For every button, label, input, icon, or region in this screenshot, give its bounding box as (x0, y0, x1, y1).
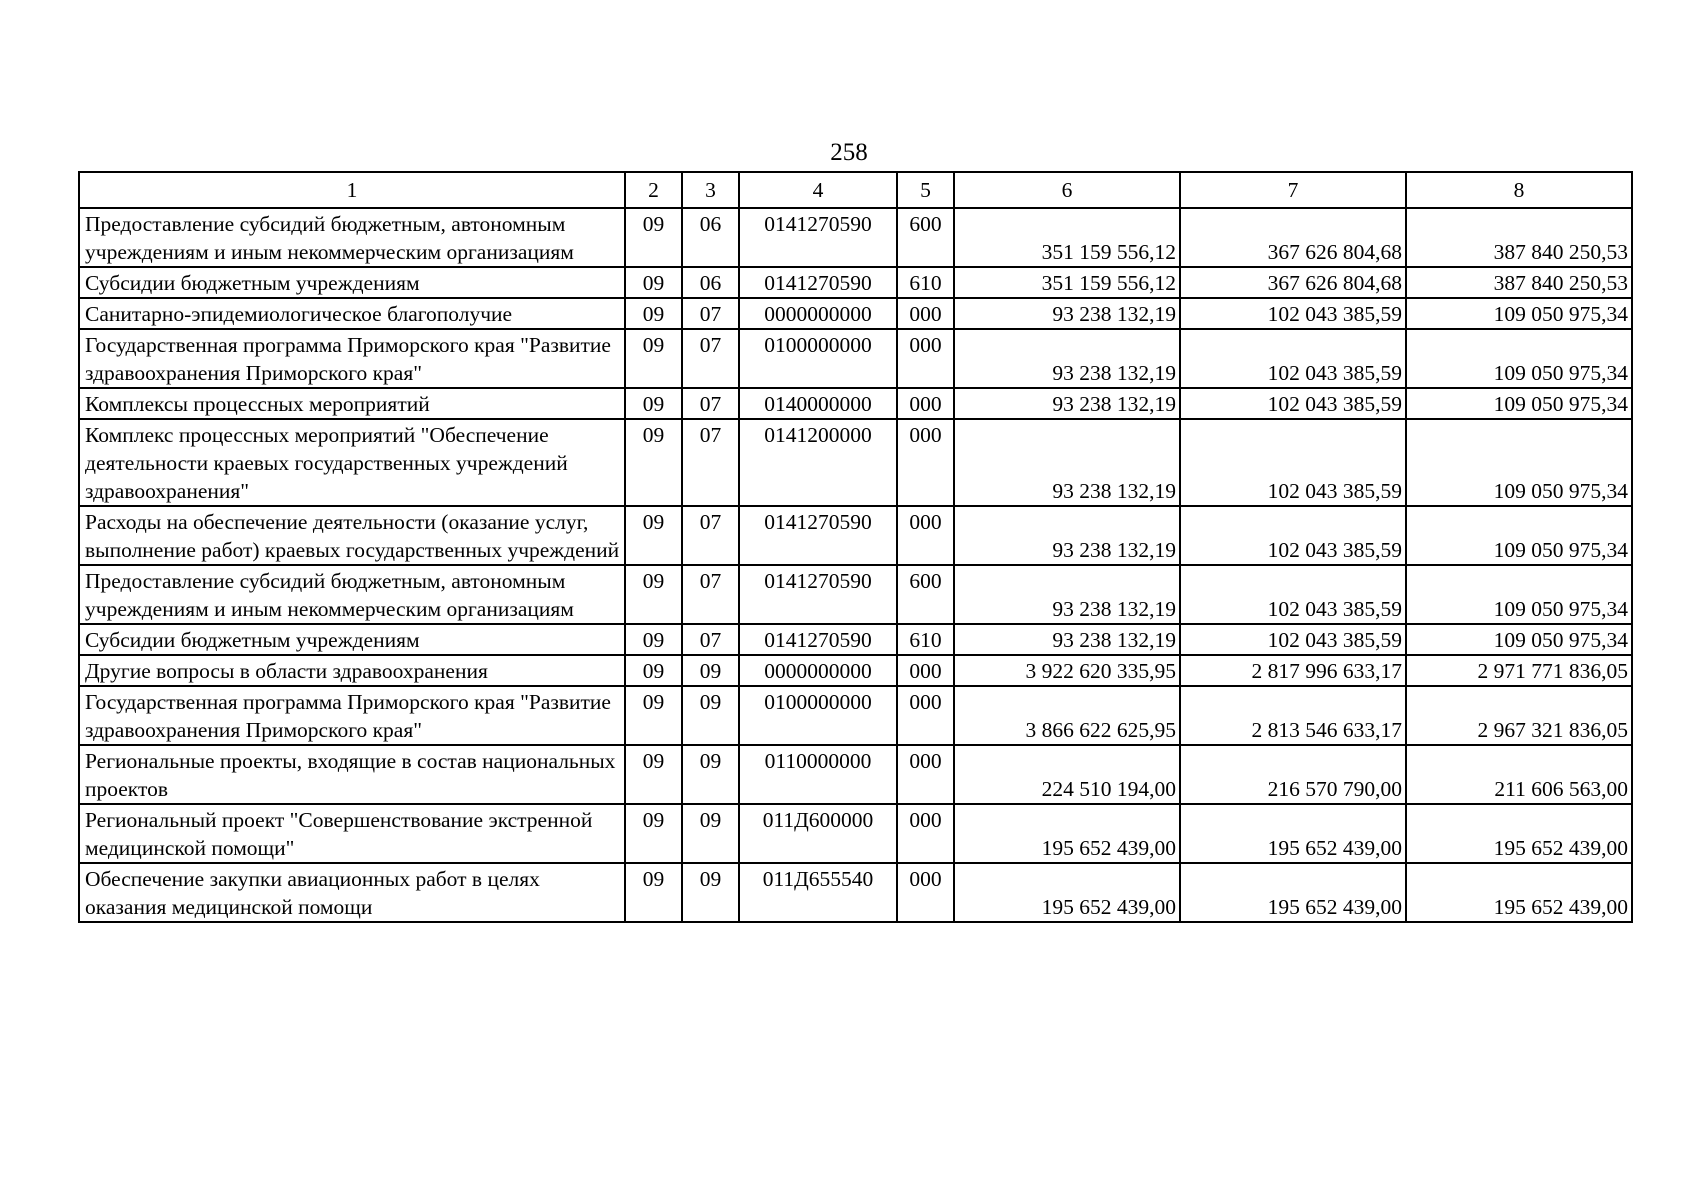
amount-col7: 367 626 804,68 (1180, 208, 1406, 267)
amount-col6: 93 238 132,19 (954, 298, 1180, 329)
amount-col6: 93 238 132,19 (954, 388, 1180, 419)
target-article-code: 0141270590 (739, 624, 897, 655)
table-row (79, 267, 1632, 298)
column-header: 4 (739, 172, 897, 208)
expense-type-code: 610 (897, 624, 954, 655)
column-header: 3 (682, 172, 739, 208)
table-row (79, 329, 1632, 388)
amount-col7: 102 043 385,59 (1180, 624, 1406, 655)
row-name: Комплекс процессных мероприятий "Обеспечение деятельности краевых государственных учреждений здравоохранения" (79, 419, 625, 506)
amount-col6: 224 510 194,00 (954, 745, 1180, 804)
expense-type-code: 000 (897, 506, 954, 565)
row-name: Другие вопросы в области здравоохранения (79, 655, 625, 686)
table-row (79, 419, 1632, 506)
expense-type-code: 000 (897, 863, 954, 922)
table-body (79, 208, 1632, 922)
expense-type-code: 000 (897, 298, 954, 329)
table-row (79, 745, 1632, 804)
section-code: 09 (625, 267, 682, 298)
amount-col7: 2 813 546 633,17 (1180, 686, 1406, 745)
amount-col8: 387 840 250,53 (1406, 267, 1632, 298)
amount-col8: 211 606 563,00 (1406, 745, 1632, 804)
amount-col6: 93 238 132,19 (954, 419, 1180, 506)
target-article-code: 0141200000 (739, 419, 897, 506)
target-article-code: 0141270590 (739, 208, 897, 267)
amount-col7: 102 043 385,59 (1180, 298, 1406, 329)
target-article-code: 0000000000 (739, 655, 897, 686)
amount-col7: 195 652 439,00 (1180, 804, 1406, 863)
row-name: Государственная программа Приморского края "Развитие здравоохранения Приморского края" (79, 686, 625, 745)
amount-col6: 351 159 556,12 (954, 267, 1180, 298)
table-row (79, 863, 1632, 922)
amount-col8: 109 050 975,34 (1406, 388, 1632, 419)
amount-col8: 387 840 250,53 (1406, 208, 1632, 267)
row-name: Предоставление субсидий бюджетным, автономным учреждениям и иным некоммерческим организациям (79, 208, 625, 267)
target-article-code: 0140000000 (739, 388, 897, 419)
section-code: 09 (625, 298, 682, 329)
expense-type-code: 610 (897, 267, 954, 298)
table-row (79, 506, 1632, 565)
amount-col6: 3 866 622 625,95 (954, 686, 1180, 745)
amount-col6: 3 922 620 335,95 (954, 655, 1180, 686)
target-article-code: 0000000000 (739, 298, 897, 329)
target-article-code: 0141270590 (739, 506, 897, 565)
column-header: 1 (79, 172, 625, 208)
subsection-code: 09 (682, 863, 739, 922)
column-header: 8 (1406, 172, 1632, 208)
page-number: 258 (830, 139, 868, 166)
amount-col7: 102 043 385,59 (1180, 329, 1406, 388)
row-name: Региональные проекты, входящие в состав национальных проектов (79, 745, 625, 804)
table-row (79, 565, 1632, 624)
amount-col8: 195 652 439,00 (1406, 863, 1632, 922)
amount-col8: 109 050 975,34 (1406, 298, 1632, 329)
section-code: 09 (625, 506, 682, 565)
amount-col6: 195 652 439,00 (954, 863, 1180, 922)
row-name: Субсидии бюджетным учреждениям (79, 267, 625, 298)
expense-type-code: 000 (897, 804, 954, 863)
subsection-code: 09 (682, 655, 739, 686)
expense-type-code: 000 (897, 745, 954, 804)
amount-col8: 109 050 975,34 (1406, 624, 1632, 655)
amount-col7: 195 652 439,00 (1180, 863, 1406, 922)
amount-col6: 195 652 439,00 (954, 804, 1180, 863)
table-row (79, 388, 1632, 419)
amount-col6: 93 238 132,19 (954, 565, 1180, 624)
amount-col6: 351 159 556,12 (954, 208, 1180, 267)
amount-col7: 102 043 385,59 (1180, 419, 1406, 506)
target-article-code: 011Д600000 (739, 804, 897, 863)
target-article-code: 0100000000 (739, 329, 897, 388)
subsection-code: 09 (682, 745, 739, 804)
expense-type-code: 000 (897, 655, 954, 686)
section-code: 09 (625, 208, 682, 267)
section-code: 09 (625, 419, 682, 506)
row-name: Расходы на обеспечение деятельности (оказание услуг, выполнение работ) краевых государственных учреждений (79, 506, 625, 565)
amount-col6: 93 238 132,19 (954, 624, 1180, 655)
row-name: Региональный проект "Совершенствование экстренной медицинской помощи" (79, 804, 625, 863)
subsection-code: 07 (682, 565, 739, 624)
subsection-code: 07 (682, 329, 739, 388)
header-row (79, 172, 1632, 208)
amount-col7: 2 817 996 633,17 (1180, 655, 1406, 686)
target-article-code: 011Д655540 (739, 863, 897, 922)
amount-col8: 195 652 439,00 (1406, 804, 1632, 863)
amount-col7: 102 043 385,59 (1180, 388, 1406, 419)
amount-col7: 102 043 385,59 (1180, 565, 1406, 624)
subsection-code: 06 (682, 208, 739, 267)
amount-col6: 93 238 132,19 (954, 506, 1180, 565)
column-header: 6 (954, 172, 1180, 208)
table-row (79, 804, 1632, 863)
section-code: 09 (625, 329, 682, 388)
subsection-code: 09 (682, 686, 739, 745)
subsection-code: 07 (682, 388, 739, 419)
column-header: 2 (625, 172, 682, 208)
row-name: Обеспечение закупки авиационных работ в целях оказания медицинской помощи (79, 863, 625, 922)
target-article-code: 0110000000 (739, 745, 897, 804)
amount-col8: 2 971 771 836,05 (1406, 655, 1632, 686)
amount-col7: 102 043 385,59 (1180, 506, 1406, 565)
amount-col8: 109 050 975,34 (1406, 329, 1632, 388)
table-row (79, 298, 1632, 329)
subsection-code: 06 (682, 267, 739, 298)
budget-table (78, 171, 1633, 923)
row-name: Предоставление субсидий бюджетным, автономным учреждениям и иным некоммерческим организациям (79, 565, 625, 624)
amount-col8: 109 050 975,34 (1406, 506, 1632, 565)
row-name: Комплексы процессных мероприятий (79, 388, 625, 419)
subsection-code: 07 (682, 624, 739, 655)
target-article-code: 0141270590 (739, 565, 897, 624)
table-row (79, 208, 1632, 267)
expense-type-code: 000 (897, 388, 954, 419)
amount-col7: 216 570 790,00 (1180, 745, 1406, 804)
amount-col8: 2 967 321 836,05 (1406, 686, 1632, 745)
expense-type-code: 000 (897, 686, 954, 745)
table-row (79, 686, 1632, 745)
column-header: 5 (897, 172, 954, 208)
table-row (79, 624, 1632, 655)
section-code: 09 (625, 863, 682, 922)
amount-col8: 109 050 975,34 (1406, 419, 1632, 506)
section-code: 09 (625, 388, 682, 419)
subsection-code: 07 (682, 419, 739, 506)
amount-col8: 109 050 975,34 (1406, 565, 1632, 624)
row-name: Субсидии бюджетным учреждениям (79, 624, 625, 655)
section-code: 09 (625, 686, 682, 745)
expense-type-code: 600 (897, 208, 954, 267)
expense-type-code: 000 (897, 329, 954, 388)
section-code: 09 (625, 655, 682, 686)
subsection-code: 07 (682, 506, 739, 565)
expense-type-code: 600 (897, 565, 954, 624)
target-article-code: 0141270590 (739, 267, 897, 298)
row-name: Государственная программа Приморского края "Развитие здравоохранения Приморского края" (79, 329, 625, 388)
section-code: 09 (625, 624, 682, 655)
amount-col7: 367 626 804,68 (1180, 267, 1406, 298)
amount-col6: 93 238 132,19 (954, 329, 1180, 388)
subsection-code: 07 (682, 298, 739, 329)
column-header: 7 (1180, 172, 1406, 208)
section-code: 09 (625, 745, 682, 804)
target-article-code: 0100000000 (739, 686, 897, 745)
section-code: 09 (625, 565, 682, 624)
row-name: Санитарно-эпидемиологическое благополучие (79, 298, 625, 329)
table-row (79, 655, 1632, 686)
subsection-code: 09 (682, 804, 739, 863)
expense-type-code: 000 (897, 419, 954, 506)
section-code: 09 (625, 804, 682, 863)
